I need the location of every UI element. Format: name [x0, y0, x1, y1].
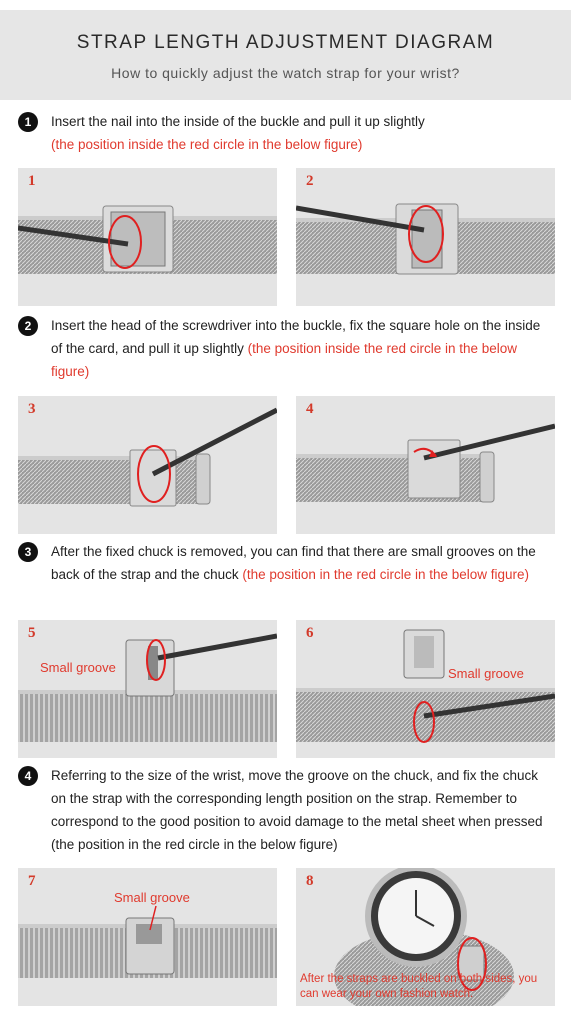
step-text — [51, 764, 548, 856]
step-text — [51, 314, 548, 383]
photo-2 — [296, 168, 555, 306]
buckle-screwdriver-photo — [18, 396, 277, 534]
photo-7 — [18, 868, 277, 1006]
step-1 — [18, 110, 548, 156]
photo-1 — [18, 168, 277, 306]
buckle-screwdriver-photo — [296, 396, 555, 534]
buckle-photo — [296, 168, 555, 306]
photo-number: 8 — [306, 873, 314, 889]
step-note: (the position inside the red circle in the below figure) — [51, 341, 518, 379]
photo-number: 6 — [306, 625, 314, 641]
groove-label: Small groove — [448, 666, 524, 681]
buckle-photo — [18, 168, 277, 306]
photo-number: 1 — [28, 173, 36, 189]
groove-label: Small groove — [114, 890, 190, 905]
step-text — [51, 110, 548, 156]
step-note: (the position inside the red circle in the below figure) — [51, 137, 363, 152]
groove-photo — [18, 620, 277, 758]
step-instruction: After the fixed chuck is removed, you can find that there are small grooves on the back of the strap and the chuck — [51, 544, 536, 582]
step-4 — [18, 764, 548, 856]
photo-8 — [296, 868, 555, 1006]
step-instruction: Insert the nail into the inside of the buckle and pull it up slightly — [51, 114, 425, 129]
step-note: (the position in the red circle in the below figure) — [242, 567, 530, 582]
step-number: 2 — [18, 316, 38, 336]
photo-number: 7 — [28, 873, 36, 889]
step-text — [51, 540, 548, 586]
photo-4 — [296, 396, 555, 534]
groove-photo — [18, 868, 277, 1006]
photo-number: 5 — [28, 625, 36, 641]
photo-3 — [18, 396, 277, 534]
page-subtitle: How to quickly adjust the watch strap for your wrist? — [111, 65, 460, 81]
step-number: 1 — [18, 112, 38, 132]
photo-number: 3 — [28, 401, 36, 417]
step-instruction: Referring to the size of the wrist, move the groove on the chuck, and fix the chuck on the strap with the corresponding length position on the strap. Remember to correspond to the good position to avoid damage to the metal sheet when pressed (the position in the red circle in the below figure) — [51, 768, 543, 852]
page-header — [0, 10, 571, 100]
step-3 — [18, 540, 548, 586]
step-number: 4 — [18, 766, 38, 786]
groove-photo — [296, 620, 555, 758]
photo-6 — [296, 620, 555, 758]
photo-number: 4 — [306, 401, 314, 417]
step-2 — [18, 314, 548, 383]
watch-caption: After the straps are buckled on both sides, you can wear your own fashion watch. — [300, 973, 538, 1000]
groove-label: Small groove — [40, 660, 116, 675]
step-instruction: Insert the head of the screwdriver into the buckle, fix the square hole on the inside of the card, and pull it up slightly — [51, 318, 541, 356]
page-title: STRAP LENGTH ADJUSTMENT DIAGRAM — [76, 32, 495, 53]
photo-5 — [18, 620, 277, 758]
step-number: 3 — [18, 542, 38, 562]
photo-number: 2 — [306, 173, 314, 189]
